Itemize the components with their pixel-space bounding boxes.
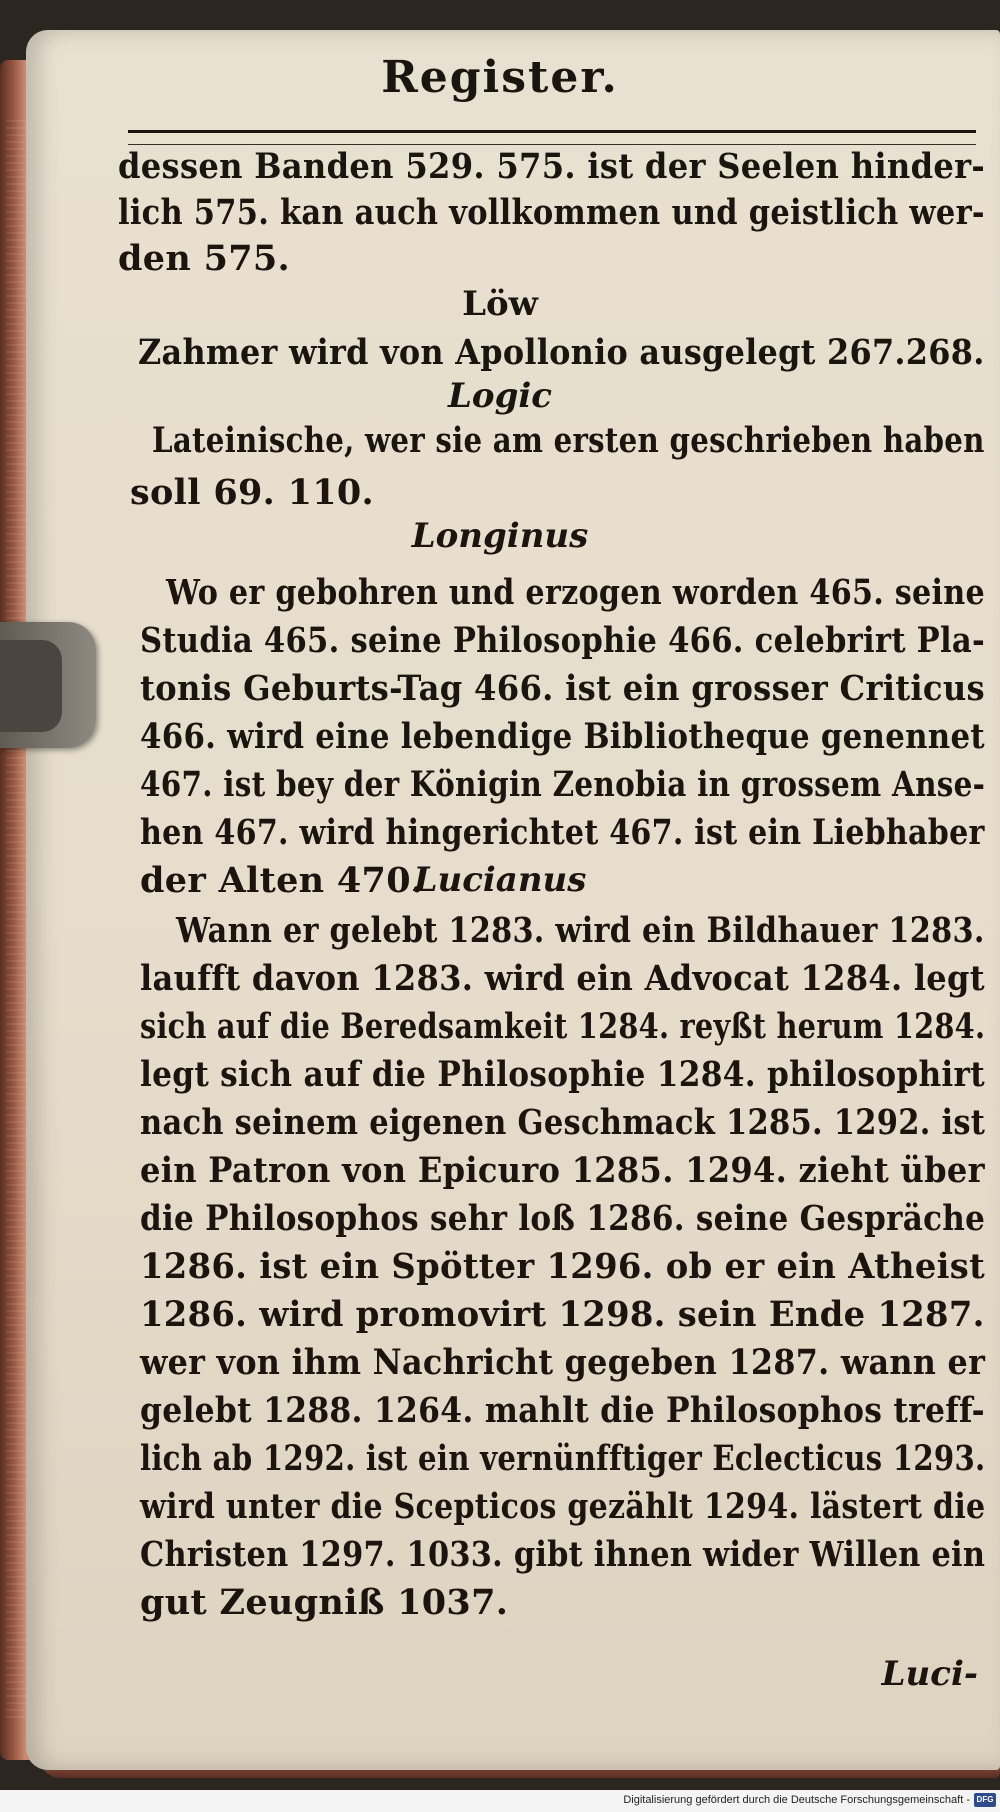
entry-line: dessen Banden 529. 575. ist der Seelen hinder-: [118, 146, 986, 187]
entry-line: tonis Geburts-Tag 466. ist ein grosser Criticus: [140, 668, 985, 709]
entry-line: laufft davon 1283. wird ein Advocat 1284. legt: [140, 958, 985, 999]
entry-heading-lucianus: Lucianus: [413, 860, 587, 900]
entry-line: nach seinem eigenen Geschmack 1285. 1292. ist: [140, 1102, 986, 1143]
entry-line: Lateinische, wer sie am ersten geschrieben haben: [152, 420, 985, 461]
entry-heading-loew: Löw: [462, 284, 538, 324]
entry-line: sich auf die Beredsamkeit 1284. reyßt herum 1284.: [140, 1006, 986, 1047]
entry-line: lich 575. kan auch vollkommen und geistlich wer-: [118, 192, 985, 233]
header-rule-thin: [128, 144, 976, 145]
entry-line: Wo er gebohren und erzogen worden 465. seine: [166, 572, 985, 613]
entry-line: hen 467. wird hingerichtet 467. ist ein Liebhaber: [140, 812, 985, 853]
entry-line: gut Zeugniß 1037.: [140, 1582, 509, 1623]
entry-line: die Philosophos sehr loß 1286. seine Gespräche: [140, 1198, 986, 1239]
catchword: Luci-: [881, 1654, 978, 1694]
entry-line: 467. ist bey der Königin Zenobia in grossem Anse-: [140, 764, 986, 805]
entry-line: 1286. wird promovirt 1298. sein Ende 1287.: [140, 1294, 985, 1335]
dfg-logo[interactable]: DFG: [974, 1793, 996, 1807]
entry-line: Zahmer wird von Apollonio ausgelegt 267.268.: [138, 332, 985, 373]
entry-heading-longinus: Longinus: [411, 516, 589, 556]
entry-line: lich ab 1292. ist ein vernünfftiger Eclecticus 1293.: [140, 1438, 986, 1479]
entry-line: wird unter die Scepticos gezählt 1294. lästert die: [140, 1486, 986, 1527]
running-head-title: Register.: [381, 52, 619, 103]
entry-line: gelebt 1288. 1264. mahlt die Philosophos treff-: [140, 1390, 985, 1431]
entry-line: Christen 1297. 1033. gibt ihnen wider Willen ein: [140, 1534, 986, 1575]
entry-line: Wann er gelebt 1283. wird ein Bildhauer 1283.: [176, 910, 985, 951]
entry-line: legt sich auf die Philosophie 1284. philosophirt: [140, 1054, 985, 1095]
entry-line: Studia 465. seine Philosophie 466. celebrirt Pla-: [140, 620, 985, 661]
entry-line: der Alten 470.: [140, 860, 424, 901]
header-rule: [128, 130, 976, 133]
entry-line: 466. wird eine lebendige Bibliotheque genennet: [140, 716, 985, 757]
entry-line: soll 69. 110.: [130, 472, 375, 513]
entry-line: 1286. ist ein Spötter 1296. ob er ein Atheist: [140, 1246, 985, 1287]
entry-heading-logic: Logic: [448, 376, 552, 416]
entry-line: den 575.: [118, 238, 291, 279]
digitization-credit: Digitalisierung gefördert durch die Deutsche Forschungsgemeinschaft -: [623, 1794, 970, 1806]
bookmark-clip-shadow: [0, 640, 62, 732]
entry-line: ein Patron von Epicuro 1285. 1294. zieht über: [140, 1150, 985, 1191]
entry-line: wer von ihm Nachricht gegeben 1287. wann er: [140, 1342, 986, 1383]
